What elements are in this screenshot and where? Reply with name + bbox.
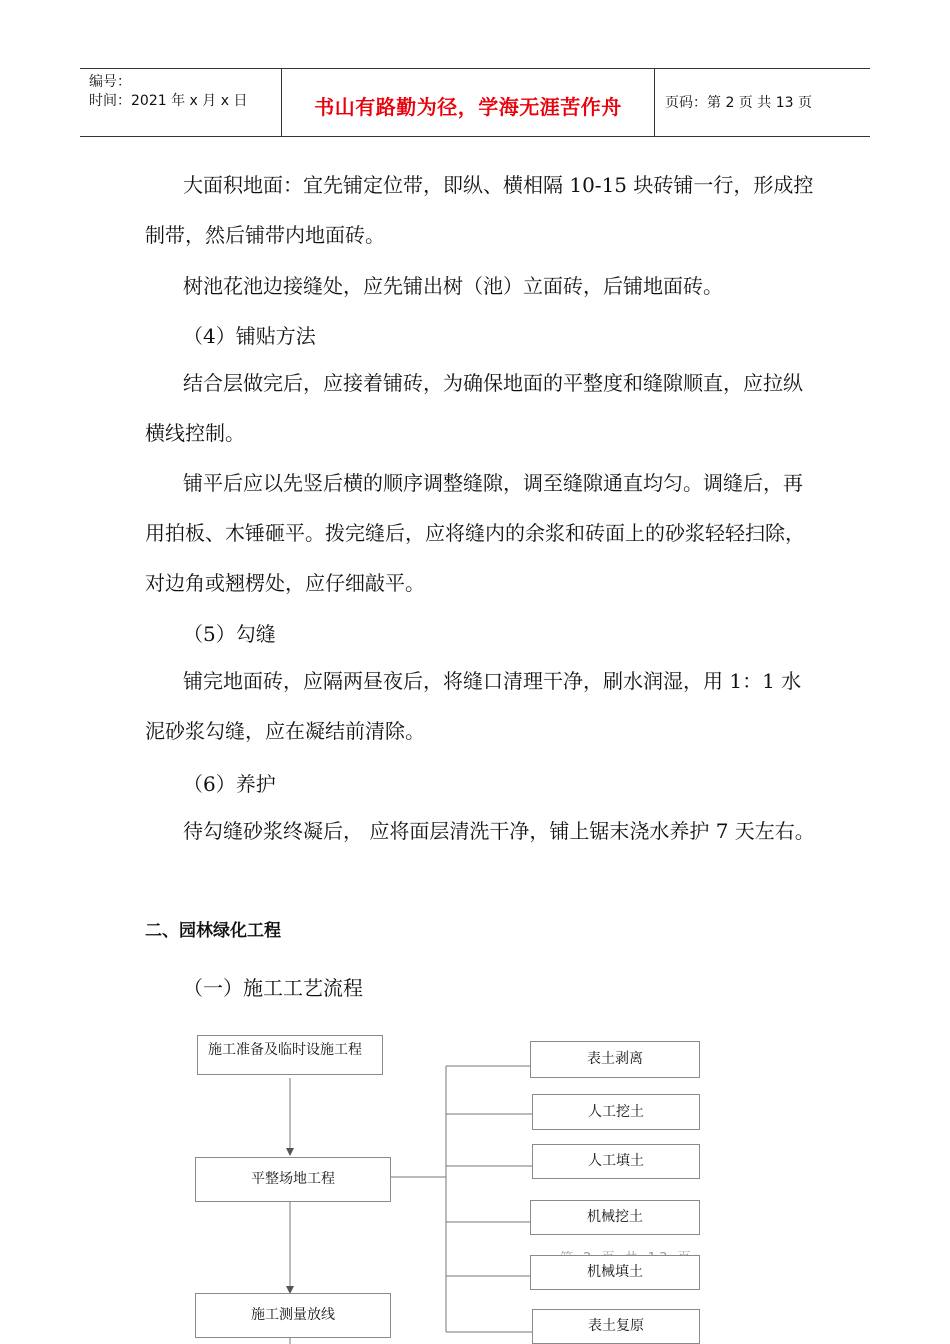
flow-box-manual-excavation: 人工挖土 — [532, 1094, 700, 1130]
document-date-label: 时间：2021 年 x 月 x 日 — [89, 93, 248, 109]
flow-box-site-leveling: 平整场地工程 — [195, 1157, 391, 1202]
flow-box-survey-staking: 施工测量放线 — [195, 1293, 391, 1338]
paragraph-joint-adjust: 铺平后应以先竖后横的顺序调整缝隙，调至缝隙通直均匀。调缝后，再用拍板、木锤砸平。拨完缝后，应将缝内的余浆和砖面上的砂浆轻轻扫除，对边角或翘楞处，应仔细敲平。 — [145, 471, 805, 595]
paragraph-curing: 待勾缝砂浆终凝后， 应将面层清洗干净，铺上锯末浇水养护 7 天左右。 — [183, 819, 815, 843]
heading-paving-method: （4）铺贴方法 — [183, 324, 316, 348]
flow-box-manual-filling: 人工填土 — [532, 1144, 700, 1179]
heading-curing: （6）养护 — [183, 772, 276, 796]
paragraph-pointing: 铺完地面砖，应隔两昼夜后，将缝口清理干净，刷水润湿，用 1：1 水泥砂浆勾缝，应在凝结前清除。 — [145, 669, 802, 743]
header-motto: 书山有路勤为径，学海无涯苦作舟 — [314, 95, 622, 119]
subheading-process-flow: （一）施工工艺流程 — [183, 976, 363, 1000]
page-number-label: 页码：第 2 页 共 13 页 — [665, 95, 812, 111]
flow-box-topsoil-restoration: 表土复原 — [532, 1309, 700, 1344]
flow-box-machine-filling: 机械填土 — [530, 1255, 700, 1290]
flow-box-topsoil-stripping: 表土剥离 — [530, 1041, 700, 1078]
heading-pointing: （5）勾缝 — [183, 622, 276, 646]
flow-box-preparation: 施工准备及临时设施工程 — [197, 1035, 383, 1075]
document-number-label: 编号： — [89, 74, 131, 90]
section-heading-landscaping: 二、园林绿化工程 — [145, 921, 281, 941]
paragraph-tree-pool-joint: 树池花池边接缝处，应先铺出树（池）立面砖，后铺地面砖。 — [183, 274, 723, 298]
flow-box-machine-excavation: 机械挖土 — [530, 1200, 700, 1235]
paragraph-bonding-layer: 结合层做完后，应接着铺砖，为确保地面的平整度和缝隙顺直，应拉纵横线控制。 — [145, 371, 803, 445]
paragraph-large-area-floor: 大面积地面：宜先铺定位带，即纵、横相隔 10-15 块砖铺一行，形成控制带，然后铺带内地面砖。 — [145, 173, 814, 247]
